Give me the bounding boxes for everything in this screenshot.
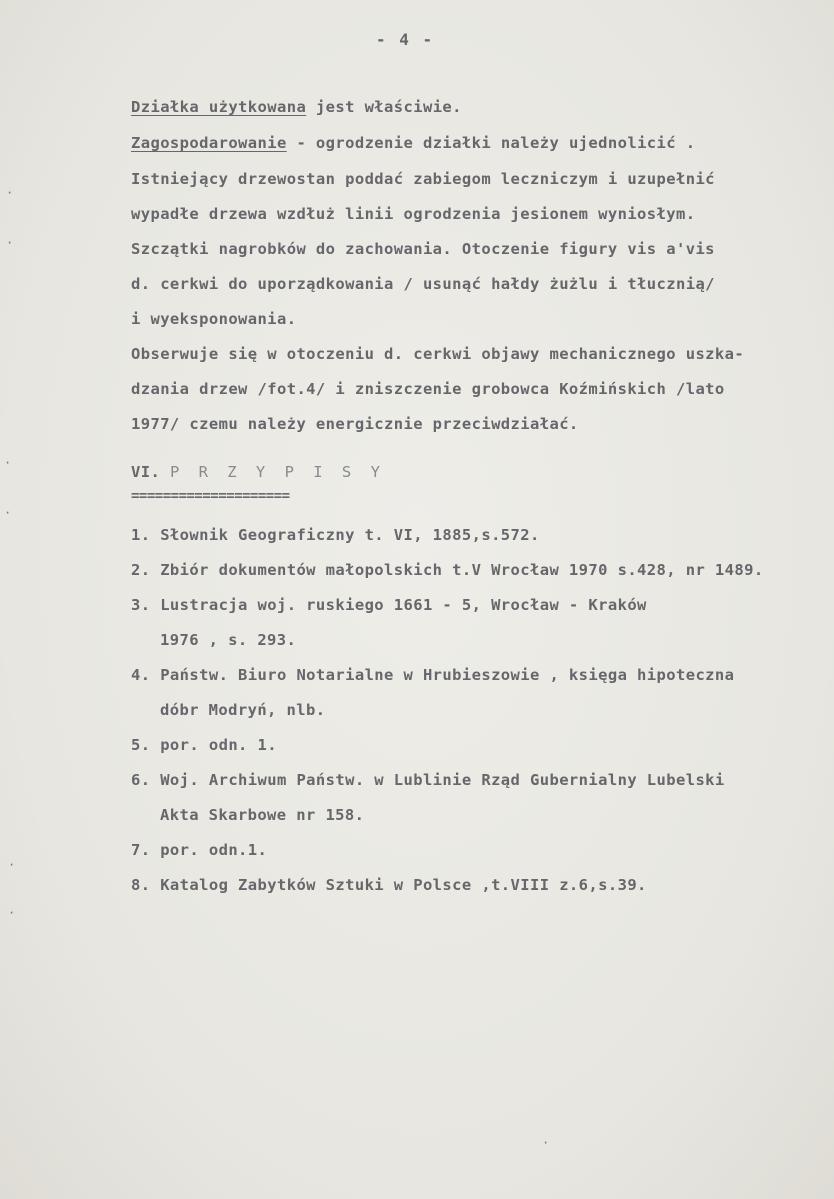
paragraph-damage-line-3: 1977/ czemu należy energicznie przeciwdziałać. (131, 415, 579, 433)
paragraph-development-line-5: d. cerkwi do uporządkowania / usunąć hałdy żużlu i tłucznią/ (131, 275, 715, 293)
footnote-6-line-1: 6. Woj. Archiwum Państw. w Lublinie Rząd Gubernialny Lubelski (131, 771, 725, 789)
heading-usage: Działka użytkowana (131, 98, 307, 116)
margin-speck: · (6, 186, 14, 200)
section-underline-rule: ==================== (131, 488, 290, 504)
margin-speck: · (8, 906, 16, 920)
margin-speck: · (4, 456, 12, 470)
footnote-3-line-2: 1976 , s. 293. (160, 631, 297, 649)
paper-speck: · (542, 1136, 550, 1150)
paragraph-development-line-6: i wyeksponowania. (131, 310, 297, 328)
footnote-6-line-2: Akta Skarbowe nr 158. (160, 806, 365, 824)
page-number: - 4 - (376, 30, 435, 49)
margin-speck: · (8, 858, 16, 872)
paragraph-development-line-1 (131, 134, 695, 152)
heading-development: Zagospodarowanie (131, 134, 287, 152)
footnote-7: 7. por. odn.1. (131, 841, 268, 859)
footnote-5: 5. por. odn. 1. (131, 736, 277, 754)
paragraph-damage-line-2: dzania drzew /fot.4/ i zniszczenie grobowca Koźmińskich /lato (131, 380, 725, 398)
paragraph-development-line-3: wypadłe drzewa wzdłuż linii ogrodzenia jesionem wyniosłym. (131, 205, 696, 223)
text-usage: jest właściwie. (306, 98, 462, 116)
margin-speck: · (6, 236, 14, 250)
paragraph-usage (131, 98, 462, 116)
paragraph-damage-line-1: Obserwuje się w otoczeniu d. cerkwi objawy mechanicznego uszka- (131, 345, 745, 363)
section-number: VI. (131, 463, 161, 481)
paragraph-development-line-2: Istniejący drzewostan poddać zabiegom leczniczym i uzupełnić (131, 170, 715, 188)
footnote-2: 2. Zbiór dokumentów małopolskich t.V Wrocław 1970 s.428, nr 1489. (131, 561, 764, 579)
paragraph-development-line-4: Szczątki nagrobków do zachowania. Otoczenie figury vis a'vis (131, 240, 715, 258)
margin-speck: · (4, 506, 12, 520)
footnote-1: 1. Słownik Geograficzny t. VI, 1885,s.572. (131, 526, 540, 544)
footnote-4-line-2: dóbr Modryń, nlb. (160, 701, 326, 719)
section-title: P R Z Y P I S Y (169, 463, 385, 481)
footnote-3-line-1: 3. Lustracja woj. ruskiego 1661 - 5, Wrocław - Kraków (131, 596, 647, 614)
section-heading (131, 463, 385, 481)
footnote-4-line-1: 4. Państw. Biuro Notarialne w Hrubieszowie , księga hipoteczna (131, 666, 735, 684)
text-development: - ogrodzenie działki należy ujednolicić . (286, 134, 696, 152)
footnote-8: 8. Katalog Zabytków Sztuki w Polsce ,t.VIII z.6,s.39. (131, 876, 647, 894)
